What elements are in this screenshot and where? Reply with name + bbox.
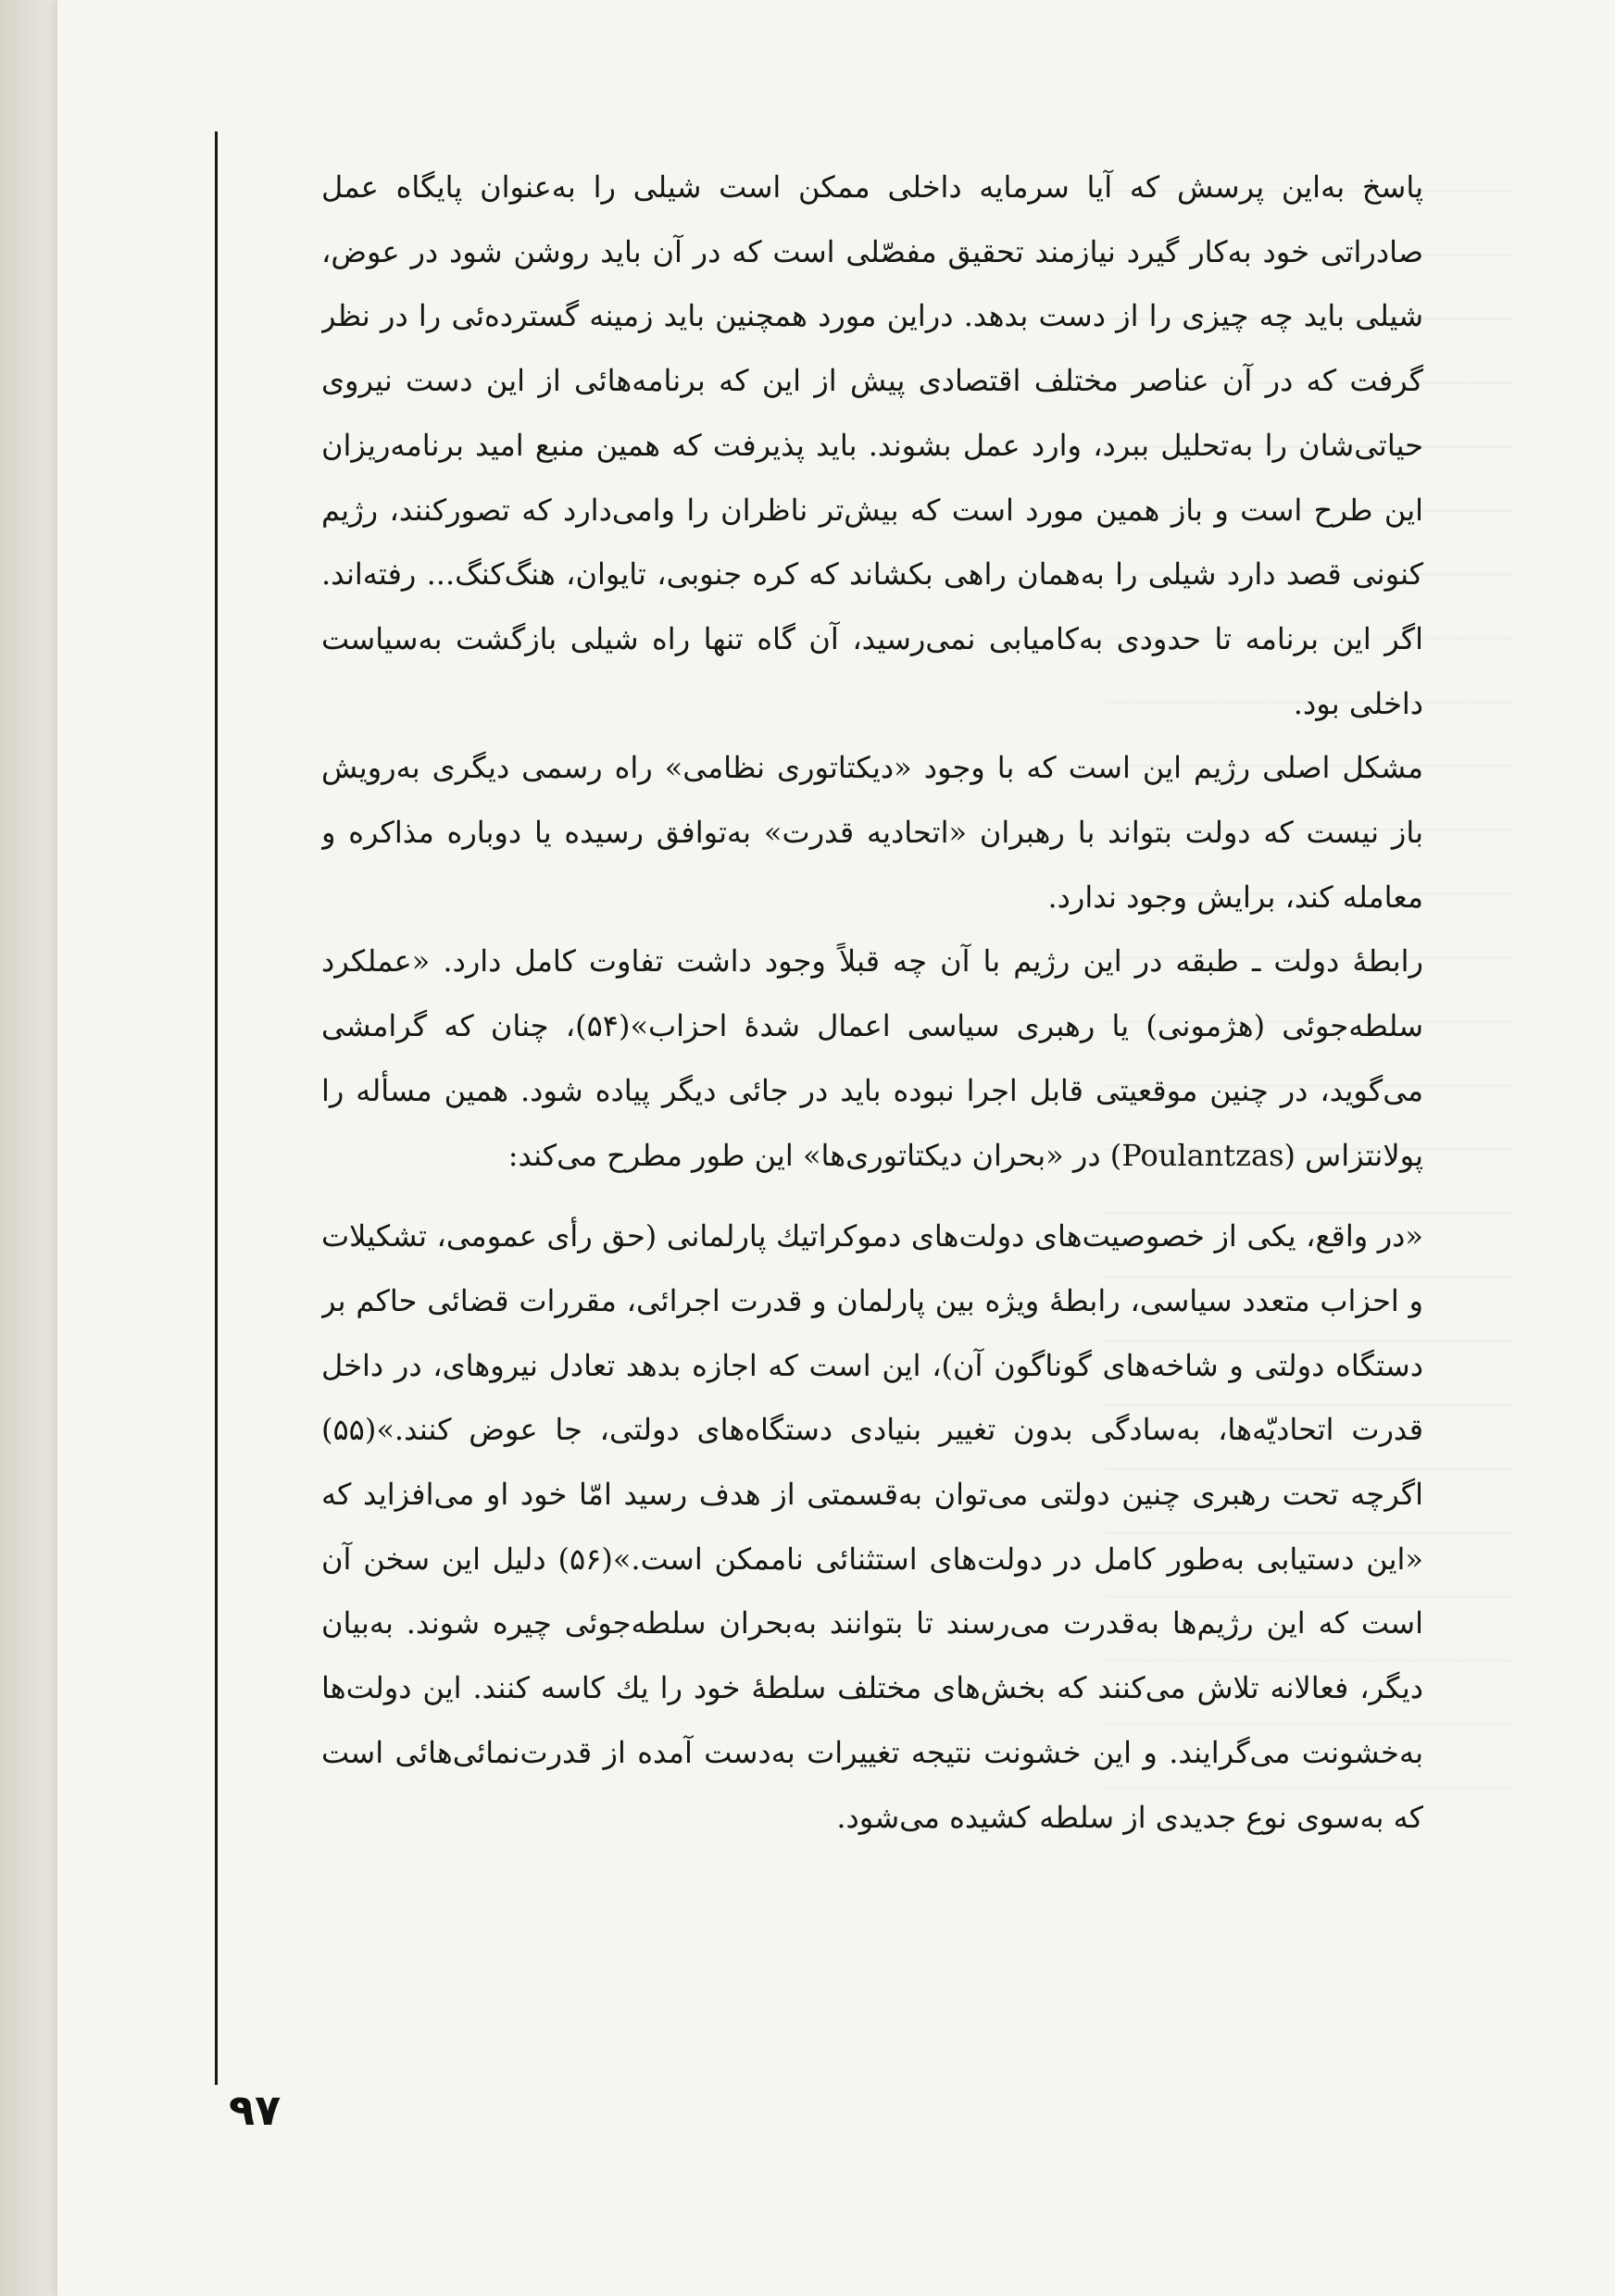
paragraph-2: مشکل اصلی رژیم این است که با وجود «دیکتاتوری نظامی» راه رسمی دیگری به‌رویش باز نیست که دولت بتواند با رهبران «اتحادیه قدرت» به‌توافق رسیده یا دوباره مذاکره و معامله کند، برایش وجود ندارد.: [321, 750, 1423, 915]
page-margin-rule: [215, 131, 218, 2085]
scan-edge: [0, 0, 57, 2296]
paragraph-1: پاسخ به‌این پرسش که آیا سرمایه داخلی ممکن است شیلی را به‌عنوان پایگاه عمل صادراتی خود به‌کار گیرد نیازمند تحقیق مفصّلی است که در آن باید روشن شود در عوض، شیلی باید چه چیزی را از دست بدهد. دراین مورد همچنین باید زمینه گسترده‌ئی را در نظر گرفت که در آن عناصر مختلف اقتصادی پیش از این که برنامه‌هائی از این دست نیروی حیاتی‌شان را به‌تحلیل ببرد، وارد عمل بشوند. باید پذیرفت که همین منبع امید برنامه‌ریزان این طرح است و باز همین مورد است که بیش‌تر ناظران را وامی‌دارد که تصورکنند، رژیم کنونی قصد دارد شیلی را به‌همان راهی بکشاند که کره جنوبی، تایوان، هنگ‌کنگ... رفته‌اند. اگر این برنامه تا حدودی به‌کامیابی نمی‌رسید، آن گاه تنها راه شیلی بازگشت به‌سیاست داخلی بود.: [321, 169, 1423, 721]
paragraph-3: رابطهٔ دولت ـ طبقه در این رژیم با آن چه قبلاً وجود داشت تفاوت کامل دارد. «عملکرد سلطه‌جوئی (هژمونی) یا رهبری سیاسی اعمال شدهٔ احزاب»(۵۴)، چنان که گرامشی می‌گوید، در چنین موقعیتی قابل اجرا نبوده باید در جائی دیگر پیاده شود. همین مسأله را پولانتزاس (Poulantzas) در «بحران دیکتاتوری‌ها» این طور مطرح می‌کند:: [321, 943, 1423, 1173]
book-page: [57, 0, 1615, 2296]
page-number: ۹۷: [229, 2085, 282, 2135]
body-text: [321, 156, 1423, 2090]
paragraph-4-quote: «در واقع، یکی از خصوصیت‌های دولت‌های دموکراتیك پارلمانی (حق رأی عمومی، تشکیلات و احزاب متعدد سیاسی، رابطهٔ ویژه بین پارلمان و قدرت اجرائی، مقررات قضائی حاکم بر دستگاه دولتی و شاخه‌های گوناگون آن)، این است که اجازه بدهد تعادل نیروهای، در داخل قدرت اتحادیّه‌ها، به‌سادگی بدون تغییر بنیادی دستگاه‌های دولتی، جا عوض کنند.»(۵۵) اگرچه تحت رهبری چنین دولتی می‌توان به‌قسمتی از هدف رسید امّا خود او می‌افزاید که «این دستیابی به‌طور کامل در دولت‌های استثنائی ناممکن است.»(۵۶) دلیل این سخن آن است که این رژیم‌ها به‌قدرت می‌رسند تا بتوانند به‌بحران سلطه‌جوئی چیره شوند. به‌بیان دیگر، فعالانه تلاش می‌کنند که بخش‌های مختلف سلطهٔ خود را یك کاسه کنند. این دولت‌ها به‌خشونت می‌گرایند. و این خشونت نتیجه تغییرات به‌دست آمده از قدرت‌نمائی‌هائی است که به‌سوی نوع جدیدی از سلطه کشیده می‌شود.: [321, 1218, 1423, 1835]
